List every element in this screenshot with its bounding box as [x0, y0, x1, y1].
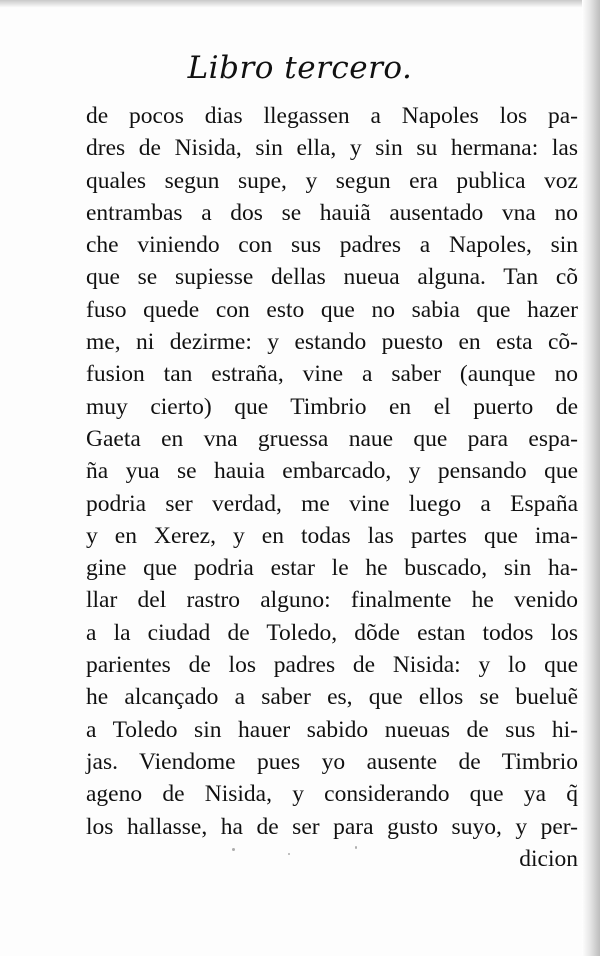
ink-speck [355, 846, 357, 849]
ink-speck [232, 848, 235, 851]
scan-shadow-top [0, 0, 600, 8]
text-line: Gaeta en vna gruessa naue que para espa- [86, 425, 578, 452]
body-text [86, 100, 578, 875]
text-line: fusion tan estraña, vine a saber (aunque no [86, 361, 578, 388]
text-line: que se supiesse dellas nueua alguna. Tan cõ [86, 264, 578, 291]
text-line: podria ser verdad, me vine luego a España [86, 490, 578, 517]
ink-speck [288, 853, 290, 855]
text-line: entrambas a dos se hauiã ausentado vna no [86, 199, 578, 226]
text-line: che viniendo con sus padres a Napoles, sin [86, 232, 578, 259]
text-line: jas. Viendome pues yo ausente de Timbrio [86, 748, 578, 775]
text-line: gine que podria estar le he buscado, sin ha- [86, 555, 578, 582]
text-line: llar del rastro alguno: finalmente he venido [86, 587, 578, 614]
text-line: he alcançado a saber es, que ellos se bueluẽ [86, 684, 578, 711]
text-line: los hallasse, ha de ser para gusto suyo, y per- [86, 813, 578, 840]
scan-shadow-right [582, 0, 600, 956]
text-line: parientes de los padres de Nisida: y lo que [86, 652, 578, 679]
text-line: y en Xerez, y en todas las partes que ima- [86, 522, 578, 549]
text-line: a la ciudad de Toledo, dõde estan todos los [86, 619, 578, 646]
catchword: dicion [519, 845, 578, 872]
text-line: de pocos dias llegassen a Napoles los pa- [86, 103, 578, 129]
text-line: me, ni dezirme: y estando puesto en esta cõ- [86, 329, 578, 356]
running-head: Libro tercero. [187, 50, 413, 86]
text-line: quales segun supe, y segun era publica voz [86, 167, 578, 194]
text-line: dres de Nisida, sin ella, y sin su hermana: las [86, 135, 578, 162]
text-line: fuso quede con esto que no sabia que hazer [86, 296, 578, 323]
text-line: ña yua se hauia embarcado, y pensando que [86, 458, 578, 485]
text-line: a Toledo sin hauer sabido nueuas de sus hi- [86, 716, 578, 743]
text-line: muy cierto) que Timbrio en el puerto de [86, 393, 578, 420]
text-line: ageno de Nisida, y considerando que ya q̃ [86, 781, 578, 808]
